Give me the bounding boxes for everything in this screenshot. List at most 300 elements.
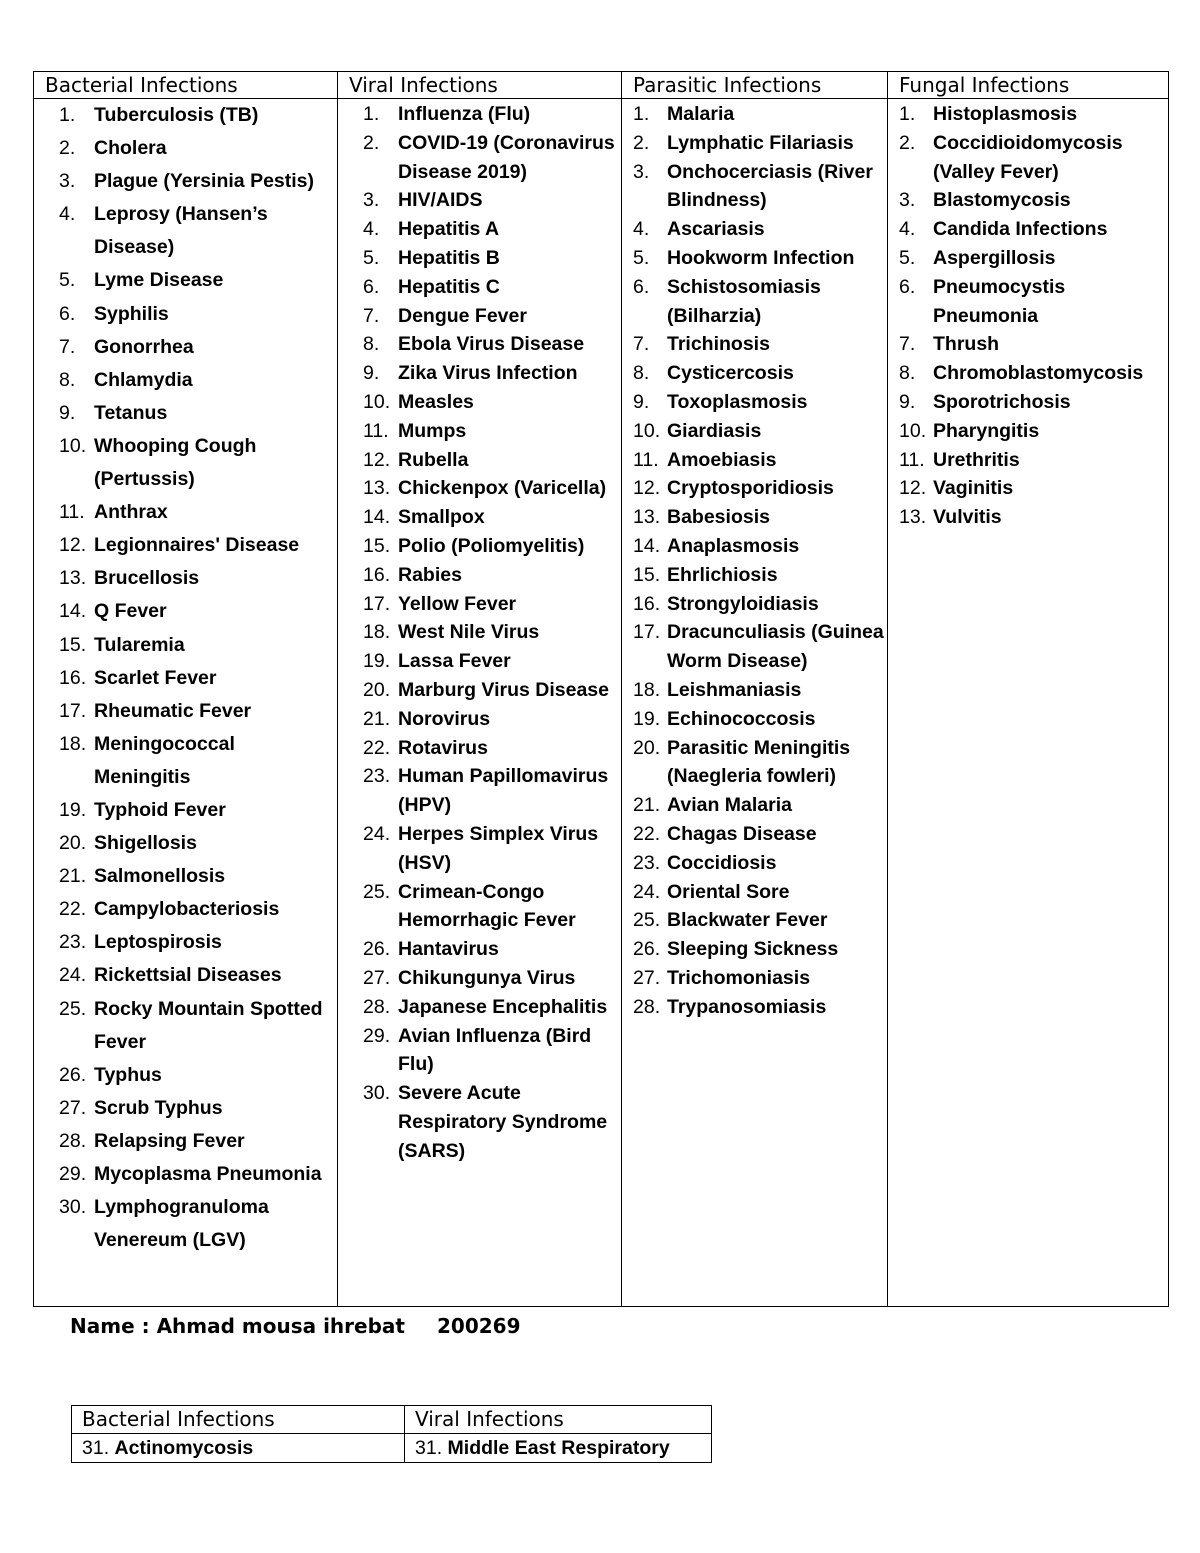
item-number: 4. <box>363 218 380 241</box>
item-text: Dengue Fever <box>398 304 527 327</box>
item-number: 5. <box>363 246 380 269</box>
item-text: Ebola Virus Disease <box>398 333 585 356</box>
list-item <box>622 158 887 216</box>
list-item <box>34 959 337 992</box>
item-number: 26. <box>363 938 391 961</box>
item-text: Hantavirus <box>398 938 499 961</box>
item-text: Toxoplasmosis <box>667 390 808 413</box>
item-text: Gonorrhea <box>94 335 194 358</box>
item-text: Whooping Cough (Pertussis) <box>94 434 257 491</box>
item-text: Avian Influenza (Bird Flu) <box>398 1024 592 1076</box>
list-item <box>622 474 887 503</box>
list-item <box>338 100 621 129</box>
item-number: 11. <box>363 419 389 442</box>
list-item <box>622 964 887 993</box>
item-number: 10. <box>899 419 927 442</box>
item-number: 3. <box>633 160 650 183</box>
item-text: Trichomoniasis <box>667 966 811 989</box>
list-item <box>622 215 887 244</box>
item-text: Rocky Mountain Spotted Fever <box>94 997 323 1053</box>
item-number: 3. <box>899 189 916 212</box>
item-text: Polio (Poliomyelitis) <box>398 534 585 557</box>
item-text: Mycoplasma Pneumonia <box>94 1163 322 1185</box>
list-item <box>888 215 1168 244</box>
item-number: 19. <box>633 707 661 730</box>
item-number: 13. <box>633 506 661 529</box>
viral-list <box>338 99 621 1165</box>
item-text: Lymphatic Filariasis <box>667 131 854 154</box>
list-item <box>338 618 621 647</box>
item-text: Amoebiasis <box>667 448 777 471</box>
list-item <box>34 695 337 728</box>
item-text: Rubella <box>398 448 469 471</box>
item-text: Tuberculosis (TB) <box>94 104 259 126</box>
item-text: Pneumocystis Pneumonia <box>933 275 1066 327</box>
author-name: Name : Ahmad mousa ihrebat <box>70 1314 405 1338</box>
item-text: Middle East Respiratory <box>447 1437 670 1459</box>
item-text: Anaplasmosis <box>667 534 800 557</box>
item-number: 7. <box>59 335 76 358</box>
item-number: 15. <box>59 633 87 656</box>
item-text: Vaginitis <box>933 477 1014 500</box>
list-item <box>338 330 621 359</box>
author-id: 200269 <box>436 1314 521 1338</box>
list-item <box>622 791 887 820</box>
item-number: 23. <box>59 931 87 954</box>
item-number: 6. <box>59 302 76 325</box>
header-row <box>34 72 1169 99</box>
item-number: 21. <box>59 865 87 888</box>
item-text: Yellow Fever <box>398 592 517 615</box>
list-item <box>888 474 1168 503</box>
list-item <box>888 186 1168 215</box>
item-number: 1. <box>59 104 76 126</box>
list-item <box>34 132 337 165</box>
item-number: 16. <box>363 563 391 586</box>
list-item <box>622 590 887 619</box>
item-text: Dracunculiasis (Guinea Worm Disease) <box>667 621 884 673</box>
item-text: Schistosomiasis (Bilharzia) <box>667 275 821 327</box>
item-number: 21. <box>363 707 391 730</box>
item-text: Giardiasis <box>667 419 762 442</box>
item-number: 4. <box>59 203 76 226</box>
item-number: 3. <box>363 189 380 212</box>
item-number: 13. <box>899 506 927 529</box>
list-item <box>338 1022 621 1080</box>
list-item <box>34 99 337 132</box>
item-text: Vulvitis <box>933 506 1002 529</box>
item-number: 3. <box>59 170 76 193</box>
item-number: 18. <box>363 621 391 644</box>
list-item <box>34 1158 337 1191</box>
item-number: 8. <box>633 362 650 385</box>
item-number: 22. <box>363 736 391 759</box>
item-number: 18. <box>59 732 87 755</box>
item-text: Oriental Sore <box>667 880 790 903</box>
item-text: Strongyloidiasis <box>667 592 819 615</box>
item-text: Syphilis <box>94 302 169 325</box>
item-text: Marburg Virus Disease <box>398 678 609 701</box>
additional-row <box>72 1434 712 1463</box>
header-parasitic: Parasitic Infections <box>622 72 888 99</box>
item-number: 19. <box>363 650 391 673</box>
item-number: 24. <box>59 964 87 987</box>
item-text: Hepatitis A <box>398 218 500 241</box>
item-text: Parasitic Meningitis (Naegleria fowleri) <box>667 736 851 788</box>
item-number: 30. <box>363 1082 391 1105</box>
item-text: Japanese Encephalitis <box>398 995 608 1018</box>
item-number: 12. <box>899 477 927 500</box>
list-item <box>338 503 621 532</box>
list-item <box>888 503 1168 532</box>
item-number: 1. <box>633 103 650 125</box>
item-text: Severe Acute Respiratory Syndrome (SARS) <box>398 1082 608 1162</box>
list-item <box>34 794 337 827</box>
list-item <box>622 273 887 331</box>
list-item <box>622 906 887 935</box>
item-number: 19. <box>59 798 87 821</box>
item-text: Brucellosis <box>94 567 200 590</box>
item-number: 23. <box>633 851 661 874</box>
item-text: Chikungunya Virus <box>398 966 576 989</box>
list-item <box>622 532 887 561</box>
additional-header-row <box>72 1406 712 1434</box>
list-item <box>338 935 621 964</box>
list-item <box>34 430 337 496</box>
item-text: Norovirus <box>398 707 491 730</box>
item-number: 6. <box>633 275 650 298</box>
parasitic-list <box>622 99 887 1022</box>
list-item <box>34 264 337 297</box>
item-number: 20. <box>59 832 87 855</box>
item-text: COVID-19 (Coronavirus Disease 2019) <box>398 131 615 183</box>
item-number: 9. <box>633 390 650 413</box>
item-text: Thrush <box>933 333 1000 356</box>
item-text: Lassa Fever <box>398 650 511 673</box>
item-text: Rheumatic Fever <box>94 699 252 722</box>
list-item <box>622 993 887 1022</box>
item-text: Coccidioidomycosis (Valley Fever) <box>933 131 1123 183</box>
item-number: 16. <box>59 666 87 689</box>
list-item <box>622 100 887 129</box>
list-item <box>622 359 887 388</box>
item-number: 17. <box>363 592 391 615</box>
list-item <box>622 676 887 705</box>
item-text: Cholera <box>94 137 167 160</box>
item-text: Q Fever <box>94 600 167 623</box>
item-text: Blastomycosis <box>933 189 1071 212</box>
list-item <box>338 762 621 820</box>
list-item <box>34 662 337 695</box>
item-text: Typhoid Fever <box>94 798 226 821</box>
item-number: 11. <box>899 448 925 471</box>
item-number: 31. <box>82 1437 110 1459</box>
list-item <box>34 298 337 331</box>
list-item <box>622 820 887 849</box>
fungal-cell <box>888 99 1169 1307</box>
item-number: 27. <box>633 966 661 989</box>
item-number: 5. <box>59 269 76 292</box>
item-number: 18. <box>633 678 661 701</box>
item-number: 2. <box>363 131 380 154</box>
item-number: 1. <box>899 103 916 125</box>
item-number: 29. <box>363 1024 391 1047</box>
list-item <box>34 893 337 926</box>
list-item <box>888 129 1168 187</box>
item-number: 25. <box>363 880 391 903</box>
item-text: Chlamydia <box>94 368 193 391</box>
author-line <box>70 1312 520 1340</box>
item-number: 28. <box>633 995 661 1018</box>
list-item <box>338 417 621 446</box>
item-number: 2. <box>59 137 76 160</box>
list-item <box>888 273 1168 331</box>
item-text: Coccidiosis <box>667 851 777 874</box>
item-text: Campylobacteriosis <box>94 898 280 921</box>
item-number: 14. <box>363 506 391 529</box>
item-number: 25. <box>633 909 661 932</box>
item-number: 8. <box>363 333 380 356</box>
item-number: 14. <box>59 600 87 623</box>
item-text: Trichinosis <box>667 333 770 356</box>
item-number: 16. <box>633 592 661 615</box>
item-text: Blackwater Fever <box>667 909 828 932</box>
list-item <box>622 618 887 676</box>
item-text: Human Papillomavirus (HPV) <box>398 765 609 817</box>
item-number: 10. <box>59 434 87 457</box>
list-item <box>338 561 621 590</box>
item-number: 9. <box>59 401 76 424</box>
item-text: Rickettsial Diseases <box>94 964 282 987</box>
list-item <box>338 734 621 763</box>
list-item <box>338 186 621 215</box>
item-text: Lyme Disease <box>94 269 224 292</box>
item-text: Leishmaniasis <box>667 678 802 701</box>
item-text: Avian Malaria <box>667 794 792 817</box>
list-item <box>338 964 621 993</box>
bacterial-list <box>34 99 337 1257</box>
infections-table <box>33 71 1169 1307</box>
item-text: West Nile Virus <box>398 621 540 644</box>
item-number: 28. <box>59 1129 87 1152</box>
item-text: Chickenpox (Varicella) <box>398 477 607 500</box>
item-number: 2. <box>633 131 650 154</box>
item-text: Lymphogranuloma Venereum (LGV) <box>94 1196 269 1252</box>
item-text: Typhus <box>94 1063 162 1086</box>
list-item <box>338 446 621 475</box>
item-text: Sporotrichosis <box>933 390 1071 413</box>
item-text: Salmonellosis <box>94 865 226 888</box>
item-text: Hepatitis B <box>398 246 500 269</box>
item-number: 31. <box>415 1437 443 1459</box>
list-item <box>338 129 621 187</box>
item-text: Smallpox <box>398 506 485 529</box>
item-number: 7. <box>633 333 650 356</box>
item-text: Chagas Disease <box>667 822 817 845</box>
item-number: 23. <box>363 765 391 788</box>
list-item <box>34 529 337 562</box>
fungal-list <box>888 99 1168 532</box>
item-number: 9. <box>363 362 380 385</box>
item-number: 11. <box>59 501 85 524</box>
item-number: 20. <box>363 678 391 701</box>
item-number: 27. <box>59 1096 87 1119</box>
list-item <box>34 1125 337 1158</box>
list-item <box>34 397 337 430</box>
list-item <box>34 595 337 628</box>
item-text: Echinococcosis <box>667 707 816 730</box>
item-number: 25. <box>59 997 87 1020</box>
item-text: Urethritis <box>933 448 1020 471</box>
list-item <box>338 676 621 705</box>
item-number: 17. <box>633 621 661 644</box>
list-item <box>888 417 1168 446</box>
item-text: Mumps <box>398 419 467 442</box>
list-item <box>622 561 887 590</box>
item-number: 26. <box>633 938 661 961</box>
item-number: 26. <box>59 1063 87 1086</box>
list-item <box>622 388 887 417</box>
item-number: 6. <box>899 275 916 298</box>
list-item <box>338 820 621 878</box>
item-number: 15. <box>633 563 661 586</box>
list-item <box>338 532 621 561</box>
item-number: 12. <box>633 477 661 500</box>
list-item <box>338 273 621 302</box>
list-item <box>622 878 887 907</box>
item-text: Shigellosis <box>94 832 197 855</box>
item-number: 17. <box>59 699 87 722</box>
list-item <box>622 129 887 158</box>
list-item <box>888 359 1168 388</box>
list-item <box>338 878 621 936</box>
item-text: Rotavirus <box>398 736 488 759</box>
item-number: 30. <box>59 1196 87 1219</box>
list-item <box>34 728 337 794</box>
item-number: 24. <box>633 880 661 903</box>
list-item <box>338 590 621 619</box>
list-item <box>622 330 887 359</box>
item-text: Influenza (Flu) <box>398 103 531 125</box>
item-number: 4. <box>899 218 916 241</box>
item-text: Hepatitis C <box>398 275 500 298</box>
item-number: 13. <box>59 567 87 590</box>
list-item <box>338 359 621 388</box>
list-item <box>622 734 887 792</box>
item-number: 12. <box>59 534 87 557</box>
item-text: Measles <box>398 390 474 413</box>
list-item <box>34 198 337 264</box>
item-number: 15. <box>363 534 391 557</box>
item-number: 28. <box>363 995 391 1018</box>
list-item <box>338 647 621 676</box>
item-text: Pharyngitis <box>933 419 1040 442</box>
item-text: Onchocerciasis (River Blindness) <box>667 160 873 212</box>
item-text: Plague (Yersinia Pestis) <box>94 170 315 193</box>
list-item <box>888 330 1168 359</box>
item-number: 24. <box>363 822 391 845</box>
item-number: 9. <box>899 390 916 413</box>
list-item <box>34 331 337 364</box>
item-number: 5. <box>899 246 916 269</box>
list-item <box>622 849 887 878</box>
item-number: 14. <box>633 534 661 557</box>
item-text: Babesiosis <box>667 506 770 529</box>
item-number: 5. <box>633 246 650 269</box>
item-number: 21. <box>633 794 661 817</box>
item-text: Crimean-Congo Hemorrhagic Fever <box>398 880 576 932</box>
item-text: Leprosy (Hansen’s Disease) <box>94 203 268 259</box>
list-item <box>622 446 887 475</box>
item-text: Chromoblastomycosis <box>933 362 1144 385</box>
list-item <box>338 388 621 417</box>
list-item <box>34 860 337 893</box>
list-item <box>622 503 887 532</box>
item-number: 12. <box>363 448 391 471</box>
list-item <box>34 827 337 860</box>
list-item <box>338 215 621 244</box>
item-text: Scrub Typhus <box>94 1096 223 1119</box>
bacterial-cell <box>34 99 338 1307</box>
item-number: 6. <box>363 275 380 298</box>
item-number: 4. <box>633 218 650 241</box>
list-item <box>34 165 337 198</box>
list-item <box>34 1059 337 1092</box>
item-text: Legionnaires' Disease <box>94 534 300 557</box>
item-number: 13. <box>363 477 391 500</box>
item-text: Cysticercosis <box>667 362 794 385</box>
item-text: Leptospirosis <box>94 931 222 954</box>
item-text: Relapsing Fever <box>94 1129 245 1152</box>
list-item <box>338 993 621 1022</box>
item-text: Malaria <box>667 103 735 125</box>
item-number: 29. <box>59 1163 87 1185</box>
parasitic-cell <box>622 99 888 1307</box>
item-number: 7. <box>899 333 916 356</box>
viral-cell <box>338 99 622 1307</box>
item-text: Meningococcal Meningitis <box>94 732 235 788</box>
list-item <box>34 562 337 595</box>
item-text: Trypanosomiasis <box>667 995 827 1018</box>
item-number: 7. <box>363 304 380 327</box>
list-item <box>888 100 1168 129</box>
header-fungal: Fungal Infections <box>888 72 1169 99</box>
item-number: 11. <box>633 448 659 471</box>
list-item <box>888 388 1168 417</box>
item-text: Tularemia <box>94 633 185 656</box>
list-item <box>888 446 1168 475</box>
item-text: Zika Virus Infection <box>398 362 578 385</box>
item-number: 20. <box>633 736 661 759</box>
item-number: 10. <box>633 419 661 442</box>
additional-bacterial-cell <box>72 1434 405 1463</box>
list-item <box>888 244 1168 273</box>
list-item <box>338 474 621 503</box>
list-item <box>338 705 621 734</box>
item-text: Anthrax <box>94 501 168 524</box>
list-item <box>338 1079 621 1165</box>
list-item <box>34 1191 337 1257</box>
additional-viral-cell <box>405 1434 712 1463</box>
item-text: Sleeping Sickness <box>667 938 839 961</box>
item-number: 8. <box>59 368 76 391</box>
item-text: HIV/AIDS <box>398 189 483 212</box>
item-text: Candida Infections <box>933 218 1108 241</box>
list-item <box>622 244 887 273</box>
header-viral: Viral Infections <box>338 72 622 99</box>
list-item <box>34 1092 337 1125</box>
list-item <box>622 705 887 734</box>
